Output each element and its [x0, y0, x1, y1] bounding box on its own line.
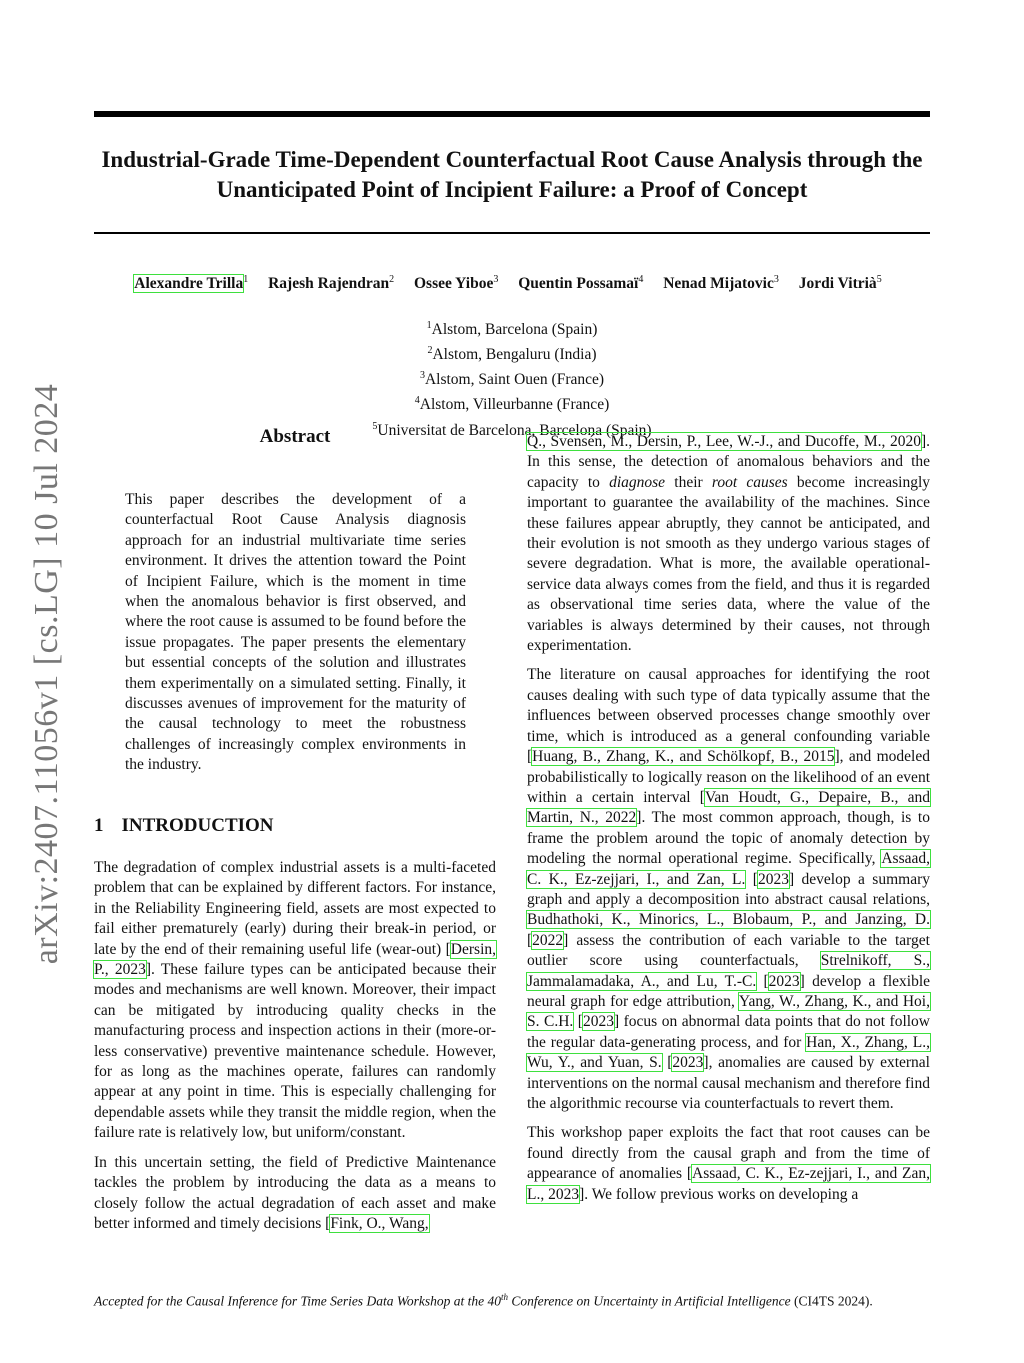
- citation-year-link[interactable]: 2023: [757, 870, 789, 888]
- citation-year-link[interactable]: 2023: [672, 1054, 704, 1072]
- section-heading: 1 INTRODUCTION: [94, 815, 274, 836]
- citation-link[interactable]: Budhathoki, K., Minorics, L., Blobaum, P., and Janzing, D.: [527, 911, 930, 929]
- affiliation: $^5$Universitat de Barcelona, Barcelona (Spain): [372, 420, 652, 439]
- footer-note: Accepted for the Causal Inference for Time Series Data Workshop at the 40th Conference on Uncertainty in Artificial Intelligence (CI4TS 2024).: [94, 1292, 873, 1309]
- author: Rajesh Rajendran$^2$: [268, 274, 395, 293]
- right-column: [527, 432, 930, 1214]
- citation-link[interactable]: Huang, B., Zhang, K., and Schölkopf, B., 2015: [532, 748, 835, 766]
- citation-link[interactable]: Assaad, C. K., Ez-zejjari, I., and Zan, L., 2023: [527, 1165, 930, 1203]
- citation-link[interactable]: Fink, O., Wang,: [330, 1214, 429, 1232]
- arxiv-stamp: arXiv:2407.11056v1 [cs.LG] 10 Jul 2024: [28, 383, 65, 965]
- citation-year-link[interactable]: 2023: [582, 1013, 614, 1031]
- citation-link[interactable]: Yang, W., Zhang, K., and Hoi, S. C.H.: [527, 992, 930, 1031]
- paragraph: This workshop paper exploits the fact that root causes can be found directly from the causal graph and from the time of appearance of anomalies [Assaad, C. K., Ez-zejjari, I., and Zan, L., 2023]. We follow previous works on developing a: [527, 1124, 930, 1203]
- affiliation: $^3$Alstom, Saint Ouen (France): [419, 370, 605, 389]
- author: Quentin Possamaï$^4$: [518, 274, 644, 293]
- paragraph: The degradation of complex industrial assets is a multi-faceted problem that can be explained by different factors. For instance, in the Reliability Engineering field, assets are most expected to fail either prematurely (early) during their break-in period, or late by the end of their remaining useful life (wear-out) [Dersin, P., 2023]. These failure types can be anticipated because their modes and mechanisms are well known. Moreover, their impact can be mitigated by introducing quality checks in the manufacturing process and inspection actions in their (more-or-less conservative) preventive maintenance schedule. However, for as long as the machines operate, failures can randomly appear at any point in time. This is especially challenging for dependable assets while they transit the middle region, when the failure rate is relatively low, but uniform/constant.: [94, 859, 496, 1142]
- author[interactable]: Alexandre Trilla$^1$: [134, 274, 249, 293]
- affiliation: $^1$Alstom, Barcelona (Spain): [426, 320, 598, 339]
- author-list: [94, 274, 930, 293]
- affiliation: $^2$Alstom, Bengaluru (India): [427, 345, 597, 364]
- paragraph: In this uncertain setting, the field of Predictive Maintenance tackles the problem by introducing the data as a means to closely follow the actual degradation of each asset and make better informed and timely decisions [Fink, O., Wang,: [94, 1153, 496, 1232]
- author: Nenad Mijatovic$^3$: [663, 274, 779, 293]
- affiliations: [300, 315, 724, 441]
- title-rule: [94, 232, 930, 234]
- paragraph: The literature on causal approaches for identifying the root causes dealing with such type of data typically assume that the influences between observed processes change smoothly over time, which is introduced as a general confounding variable [Huang, B., Zhang, K., and Schölkopf, B., 2015], and modeled probabilistically to logically reason on the likelihood of an event within a certain interval [Van Houdt, G., Depaire, B., and Martin, N., 2022]. The most common approach, though, is to frame the problem around the topic of anomaly detection by modeling the normal operational regime. Specifically, Assaad, C. K., Ez-zejjari, I., and Zan, L. [2023] develop a summary graph and apply a decomposition into abstract causal relations, Budhathoki, K., Minorics, L., Blobaum, P., and Janzing, D. [2022] assess the contribution of each variable to the target outlier score using counterfactuals, Strelnikoff, S., Jammalamadaka, A., and Lu, T.-C. [2023] develop a flexible neural graph for edge attribution, Yang, W., Zhang, K., and Hoi, S. C.H. [2023] focus on abnormal data points that do not follow the regular data-generating process, and for Han, X., Zhang, L., Wu, Y., and Yuan, S. [2023], anomalies are caused by external interventions on the normal causal mechanism and therefore find the algorithmic recourse via counterfactuals to revert them.: [527, 666, 931, 1112]
- abstract-text: This paper describes the development of a counterfactual Root Cause Analysis diagnosis approach for an industrial multivariate time series environment. It drives the attention toward the Point of Incipient Failure, which is the moment in time when the anomalous behavior is first observed, and where the root cause is assumed to be found before the issue propagates. The paper presents the elementary but essential concepts of the solution and illustrates them experimentally on a simulated setting. Finally, it discusses avenues of improvement for the maturity of the causal technology to meet the robustness challenges of increasingly complex environments in the industry.: [125, 491, 466, 774]
- citation-link[interactable]: Dersin, P., 2023: [94, 940, 496, 979]
- citation-year-link[interactable]: 2022: [532, 931, 564, 949]
- paper-title: Industrial-Grade Time-Dependent Counterfactual Root Cause Analysis through the Unanticipated Point of Incipient Failure: a Proof of Concept: [101, 147, 923, 202]
- citation-link[interactable]: Q., Svensén, M., Dersin, P., Lee, W.-J., and Ducoffe, M., 2020: [527, 433, 921, 450]
- paragraph: Q., Svensén, M., Dersin, P., Lee, W.-J., and Ducoffe, M., 2020]. In this sense, the detection of anomalous behaviors and the capacity to diagnose their root causes become increasingly important to guarantee the availability of the machines. Since these failures appear abruptly, they cannot be anticipated, and their evolution is not smooth as they undergo various stages of severe degradation. What is more, the available operational-service data always comes from the field, and thus it is regarded as observational time series data, where the value of the variables is always determined by their causes, not through experimentation.: [527, 433, 931, 655]
- citation-link[interactable]: Strelnikoff, S., Jammalamadaka, A., and Lu, T.-C.: [527, 952, 930, 990]
- author-link[interactable]: Alexandre Trilla: [134, 275, 244, 293]
- affiliation: $^4$Alstom, Villeurbanne (France): [414, 395, 610, 414]
- citation-link[interactable]: Han, X., Zhang, L., Wu, Y., and Yuan, S.: [527, 1033, 930, 1072]
- top-rule: [94, 111, 930, 117]
- left-column: [94, 858, 496, 1243]
- citation-year-link[interactable]: 2023: [768, 972, 800, 990]
- citation-link[interactable]: Van Houdt, G., Depaire, B., and Martin, N., 2022: [527, 788, 930, 827]
- abstract-heading: Abstract: [259, 426, 331, 447]
- citation-link[interactable]: Assaad, C. K., Ez-zejjari, I., and Zan, L.: [527, 850, 930, 888]
- author: Ossee Yiboe$^3$: [413, 274, 499, 293]
- author: Jordi Vitrià$^5$: [798, 274, 882, 293]
